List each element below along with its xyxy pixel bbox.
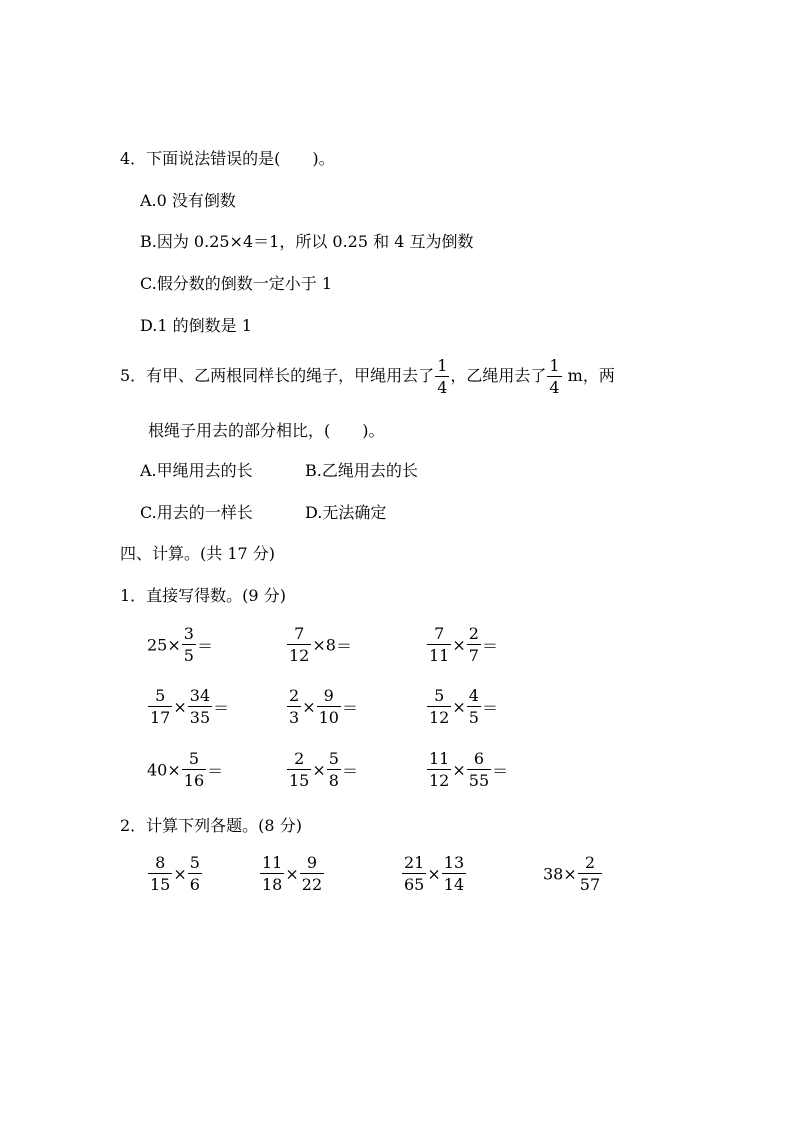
calc-1: $\frac{8}{15}$ × $\frac{5}{6}$ bbox=[150, 853, 200, 894]
q4-option-a: A.0 没有倒数 bbox=[140, 191, 236, 210]
expr-r1c1: 25× $\frac{3}{5}$ ＝ bbox=[147, 624, 213, 665]
fraction: $\frac{1}{4}$ bbox=[437, 355, 448, 397]
expr-r3c1: 40× $\frac{5}{16}$ ＝ bbox=[147, 749, 224, 790]
q5-stem-line2: 根绳子用去的部分相比，( )。 bbox=[148, 421, 385, 440]
calc-3: $\frac{21}{65}$ × $\frac{13}{14}$ bbox=[404, 853, 465, 894]
q5-option-d: D.无法确定 bbox=[305, 503, 387, 522]
expr-r1c3: $\frac{7}{11}$ × $\frac{2}{7}$ ＝ bbox=[429, 624, 498, 665]
expr-r2c1: $\frac{5}{17}$ × $\frac{34}{35}$ ＝ bbox=[150, 686, 230, 727]
sub-heading-2: 2．计算下列各题。(8 分) bbox=[120, 816, 302, 835]
expr-r1c2: $\frac{7}{12}$ ×8＝ bbox=[289, 624, 352, 665]
fraction: $\frac{1}{4}$ bbox=[549, 355, 560, 397]
q4-stem: 4．下面说法错误的是( )。 bbox=[120, 149, 335, 168]
expr-r2c3: $\frac{5}{12}$ × $\frac{4}{5}$ ＝ bbox=[429, 686, 498, 727]
expr-r2c2: $\frac{2}{3}$ × $\frac{9}{10}$ ＝ bbox=[289, 686, 358, 727]
q5-option-a: A.甲绳用去的长 bbox=[140, 461, 253, 480]
sub-heading-1: 1．直接写得数。(9 分) bbox=[120, 586, 286, 605]
q4-option-b: B.因为 0.25×4＝1，所以 0.25 和 4 互为倒数 bbox=[140, 232, 474, 251]
calc-4: 38× $\frac{2}{57}$ bbox=[543, 853, 601, 894]
q5-option-b: B.乙绳用去的长 bbox=[305, 461, 418, 480]
expr-r3c2: $\frac{2}{15}$ × $\frac{5}{8}$ ＝ bbox=[289, 749, 358, 790]
calc-2: $\frac{11}{18}$ × $\frac{9}{22}$ bbox=[262, 853, 323, 894]
expr-r3c3: $\frac{11}{12}$ × $\frac{6}{55}$ ＝ bbox=[429, 749, 509, 790]
section-heading: 四、计算。(共 17 分) bbox=[120, 544, 276, 563]
q5-option-c: C.用去的一样长 bbox=[140, 503, 253, 522]
q5-stem: 5．有甲、乙两根同样长的绳子，甲绳用去了 $\frac{1}{4}$ ，乙绳用去了 $\frac{1}{4}$ m，两 bbox=[120, 355, 615, 397]
q4-option-d: D.1 的倒数是 1 bbox=[140, 316, 252, 335]
q4-option-c: C.假分数的倒数一定小于 1 bbox=[140, 274, 333, 293]
